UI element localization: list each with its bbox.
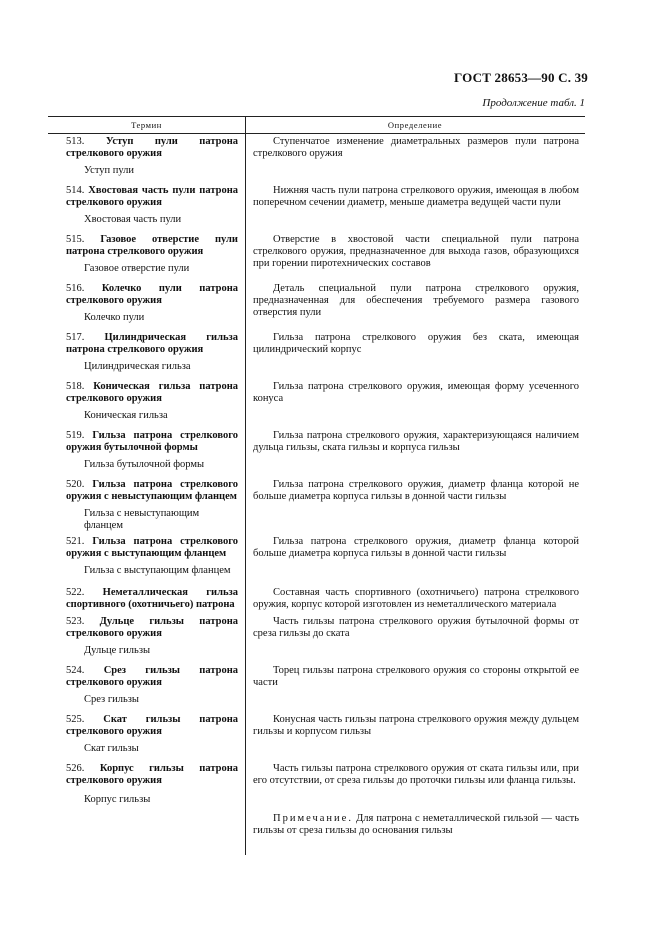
term-synonym: Гильза с невыступающим фланцем — [84, 508, 200, 531]
note-text — [253, 813, 579, 837]
definition-cell: Часть гильзы патрона стрелкового оружия от ската гильзы или, при его отсутствии, от среза гильзы до проточки гильзы или фланца гильзы. — [253, 763, 579, 786]
definition-cell: Нижняя часть пули патрона стрелкового оружия, имеющая в любом поперечном сечении диаметр, меньше диаметра ведущей части пули — [253, 185, 579, 208]
note-body: Для патрона с неметаллической гильзой — часть гильзы от среза гильзы до основания гильзы — [253, 813, 579, 836]
term-cell: 523. Дульце гильзы патрона стрелкового оружия — [66, 616, 239, 639]
term-cell: 524. Срез гильзы патрона стрелкового оружия — [66, 665, 238, 688]
column-header-definition: Определение — [387, 120, 443, 130]
term-synonym: Коническая гильза — [84, 410, 168, 421]
term-cell: 520. Гильза патрона стрелкового оружия с невыступающим фланцем — [66, 479, 239, 502]
terms-table — [48, 116, 585, 836]
term-cell: 521. Гильза патрона стрелкового оружия с выступающим фланцем — [66, 536, 239, 559]
definition-cell: Часть гильзы патрона стрелкового оружия бутылочной формы от среза гильзы до ската — [253, 616, 579, 639]
definition-cell: Торец гильзы патрона стрелкового оружия со стороны открытой ее части — [253, 665, 579, 688]
term-synonym: Уступ пули — [84, 165, 135, 176]
term-synonym: Гильза бутылочной формы — [84, 459, 205, 470]
term-cell: 513. Уступ пули патрона стрелкового оружия — [66, 136, 238, 159]
term-synonym: Хвостовая часть пули — [84, 214, 182, 225]
term-synonym: Цилиндрическая гильза — [84, 361, 191, 372]
term-cell: 519. Гильза патрона стрелкового оружия бутылочной формы — [66, 430, 239, 453]
term-synonym: Колечко пули — [84, 312, 145, 323]
term-synonym: Дульце гильзы — [84, 645, 151, 656]
definition-cell: Гильза патрона стрелкового оружия, диаметр фланца которой не больше диаметра корпуса гильзы в донной части гильзы — [253, 479, 579, 502]
column-header-term: Термин — [131, 120, 162, 130]
definition-cell: Деталь специальной пули патрона стрелкового оружия, предназначенная для обеспечения требуемого размера газового отверстия пули — [253, 283, 579, 318]
term-synonym: Корпус гильзы — [84, 794, 151, 805]
definition-cell: Конусная часть гильзы патрона стрелкового оружия между дульцем гильзы и корпусом гильзы — [253, 714, 579, 737]
definition-cell: Гильза патрона стрелкового оружия без ската, имеющая цилиндрический корпус — [253, 332, 579, 355]
definition-cell: Гильза патрона стрелкового оружия, характеризующаяся наличием дульца гильзы, ската гильзы и корпуса гильзы — [253, 430, 579, 453]
page-header-title: ГОСТ 28653—90 С. 39 — [454, 70, 588, 85]
term-cell: 518. Коническая гильза патрона стрелкового оружия — [66, 381, 238, 404]
table-continuation-label: Продолжение табл. 1 — [482, 97, 585, 109]
term-synonym: Скат гильзы — [84, 743, 139, 754]
note-label: Примечание. — [273, 813, 353, 824]
definition-cell: Гильза патрона стрелкового оружия, диаметр фланца которой больше диаметра корпуса гильзы в донной части гильзы — [253, 536, 579, 559]
definition-cell: Отверстие в хвостовой части специальной пули патрона стрелкового оружия, предназначенное для выхода газов, образующихся при горении пиротехнических составов — [253, 234, 579, 269]
term-cell: 514. Хвостовая часть пули патрона стрелкового оружия — [66, 185, 238, 208]
header-divider — [245, 117, 246, 133]
term-cell: 516. Колечко пули патрона стрелкового оружия — [66, 283, 238, 306]
table-header — [48, 116, 585, 134]
term-cell: 526. Корпус гильзы патрона стрелкового оружия — [66, 763, 239, 786]
term-synonym: Гильза с выступающим фланцем — [84, 565, 231, 576]
term-cell: 517. Цилиндрическая гильза патрона стрелкового оружия — [66, 332, 238, 355]
definition-cell: Гильза патрона стрелкового оружия, имеющая форму усеченного конуса — [253, 381, 579, 404]
term-synonym: Газовое отверстие пули — [84, 263, 190, 274]
term-cell: 522. Неметаллическая гильза спортивного (охотничьего) патрона — [66, 587, 238, 610]
term-cell: 525. Скат гильзы патрона стрелкового оружия — [66, 714, 238, 737]
definition-cell: Составная часть спортивного (охотничьего) патрона стрелкового оружия, корпус которой изготовлен из неметаллического материала — [253, 587, 579, 610]
term-cell: 515. Газовое отверстие пули патрона стрелкового оружия — [66, 234, 238, 257]
term-synonym: Срез гильзы — [84, 694, 139, 705]
column-divider — [245, 133, 246, 855]
definition-cell: Ступенчатое изменение диаметральных размеров пули патрона стрелкового оружия — [253, 136, 579, 159]
